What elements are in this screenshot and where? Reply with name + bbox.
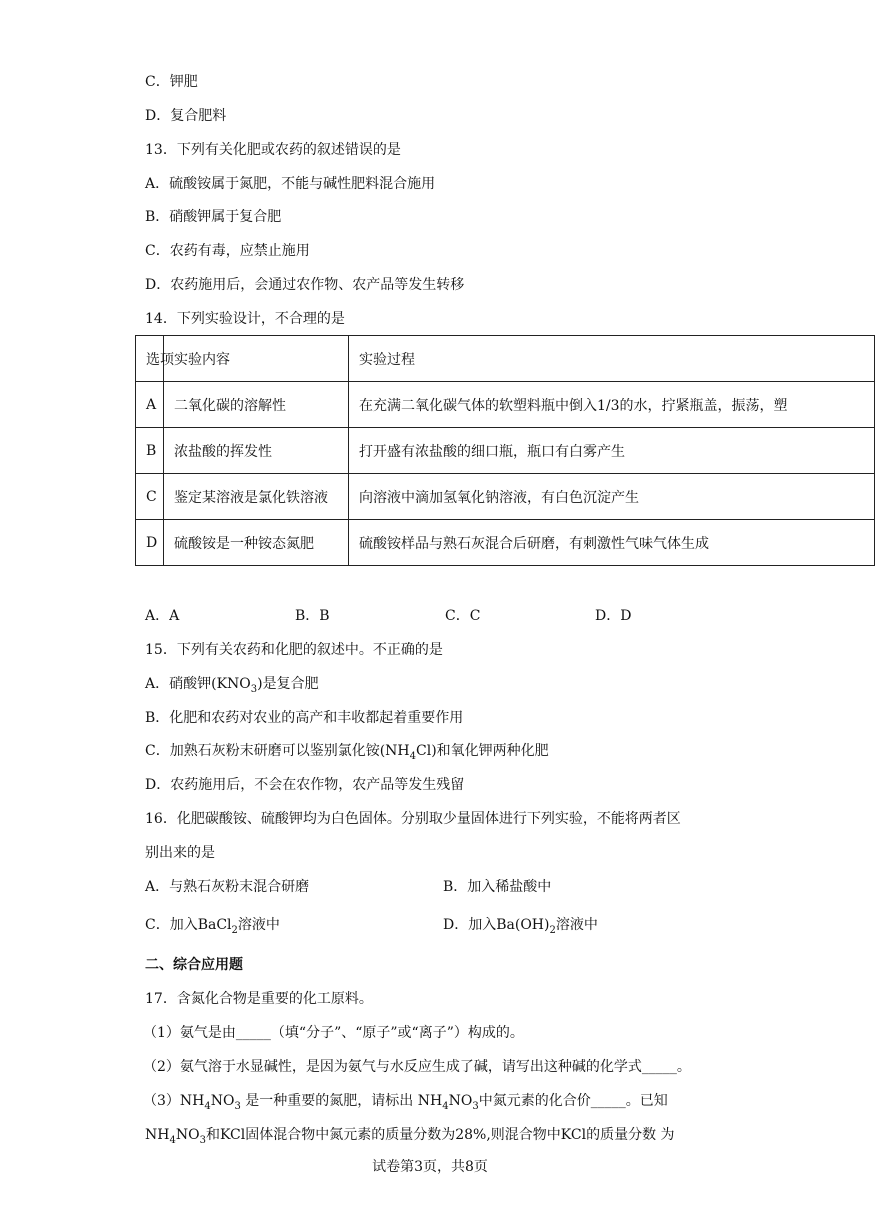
page-footer: 试卷第3页，共8页: [372, 1159, 488, 1175]
question-16-option-d: [443, 915, 598, 941]
question-13-option-d: D．农药施用后，会通过农作物、农产品等发生转移: [145, 277, 465, 293]
text-run: 中氮元素的化合价_____。已知: [478, 1093, 668, 1109]
text-run: C．加熟石灰粉末研磨可以鉴别氯化铵(NH: [145, 743, 410, 759]
table-row: [136, 428, 875, 474]
table-cell: 打开盛有浓盐酸的细口瓶，瓶口有白雾产生: [349, 428, 875, 474]
table-row: [136, 520, 875, 566]
question-16-option-c: [145, 915, 280, 941]
question-17-part-1: （1）氨气是由_____（填“分子”、“原子”或“离子”）构成的。: [143, 1025, 524, 1041]
question-17-stem: 17．含氮化合物是重要的化工原料。: [145, 991, 373, 1007]
text-run: NO: [175, 1127, 200, 1143]
table-header-row: [136, 336, 875, 382]
question-16-stem-line2: 别出来的是: [145, 845, 215, 861]
table-header-cell: 实验内容: [164, 336, 349, 382]
text-run: )是复合肥: [257, 676, 319, 692]
question-15-option-b: B．化肥和农药对农业的高产和丰收都起着重要作用: [145, 710, 464, 726]
table-cell: B: [136, 428, 164, 474]
table-cell: A: [136, 382, 164, 428]
question-13-stem: 13．下列有关化肥或农药的叙述错误的是: [145, 142, 401, 158]
table-row: [136, 474, 875, 520]
question-16-option-a: A．与熟石灰粉末混合研磨: [145, 879, 310, 895]
subscript: 4: [442, 1100, 449, 1112]
text-run: NH: [145, 1127, 170, 1143]
table-cell: 鉴定某溶液是氯化铁溶液: [164, 474, 349, 520]
table-cell: 硫酸铵样品与熟石灰混合后研磨，有刺激性气味气体生成: [349, 520, 875, 566]
question-17-part-3: [143, 1091, 668, 1117]
text-run: NO: [448, 1093, 473, 1109]
question-15-option-c: [145, 741, 549, 767]
subscript: 2: [549, 924, 556, 936]
text-run: A．硝酸钾(KNO: [145, 676, 251, 692]
table-cell: 在充满二氧化碳气体的软塑料瓶中倒入1/3的水，拧紧瓶盖，振荡，塑: [349, 382, 875, 428]
question-15-stem: 15．下列有关农药和化肥的叙述中。不正确的是: [145, 642, 443, 658]
table-header-cell: 实验过程: [349, 336, 875, 382]
text-run: 溶液中: [555, 917, 598, 933]
subscript: 2: [231, 924, 238, 936]
text-run: 溶液中: [237, 917, 280, 933]
question-13-option-a: A．硫酸铵属于氮肥，不能与碱性肥料混合施用: [145, 176, 436, 192]
question-14-stem: 14．下列实验设计，不合理的是: [145, 311, 345, 327]
table-cell: 二氧化碳的溶解性: [164, 382, 349, 428]
table-cell: 硫酸铵是一种铵态氮肥: [164, 520, 349, 566]
option-c-q12: C．钾肥: [145, 74, 198, 90]
table-cell: D: [136, 520, 164, 566]
question-13-option-b: B．硝酸钾属于复合肥: [145, 209, 282, 225]
table-row: [136, 382, 875, 428]
question-16-option-b: B．加入稀盐酸中: [443, 879, 552, 895]
subscript: 4: [169, 1134, 176, 1146]
text-run: Cl)和氧化钾两种化肥: [416, 743, 549, 759]
option-d-q12: D．复合肥料: [145, 108, 227, 124]
question-17-part-3-continued: [145, 1125, 675, 1151]
text-run: （3）NH: [143, 1093, 205, 1109]
experiment-table: [135, 335, 875, 566]
question-16-stem-line1: 16．化肥碳酸铵、硫酸钾均为白色固体。分别取少量固体进行下列实验，不能将两者区: [145, 811, 681, 827]
table-cell: 浓盐酸的挥发性: [164, 428, 349, 474]
table-header-cell: 选项: [136, 336, 164, 382]
subscript: 3: [472, 1100, 479, 1112]
question-14-option-a: A．A: [145, 608, 180, 624]
subscript: 3: [250, 683, 258, 695]
text-run: 是一种重要的氮肥，请标出 NH: [240, 1093, 443, 1109]
text-run: 和KCl固体混合物中氮元素的质量分数为28%,则混合物中KCl的质量分数 为: [205, 1127, 675, 1143]
section-title: 二、综合应用题: [145, 957, 243, 973]
subscript: 4: [204, 1100, 211, 1112]
question-15-option-d: D．农药施用后，不会在农作物，农产品等发生残留: [145, 777, 465, 793]
text-run: NO: [210, 1093, 235, 1109]
question-14-option-d: D．D: [595, 608, 632, 624]
question-17-part-2: （2）氨气溶于水显碱性，是因为氨气与水反应生成了碱，请写出这种碱的化学式_____。: [143, 1059, 691, 1075]
subscript: 3: [199, 1134, 206, 1146]
text-run: D．加入Ba(OH): [443, 917, 550, 933]
question-14-option-b: B．B: [295, 608, 330, 624]
subscript: 3: [234, 1100, 241, 1112]
question-13-option-c: C．农药有毒，应禁止施用: [145, 243, 310, 259]
question-14-option-c: C．C: [445, 608, 481, 624]
table-cell: C: [136, 474, 164, 520]
table-cell: 向溶液中滴加氢氧化钠溶液，有白色沉淀产生: [349, 474, 875, 520]
text-run: C．加入BaCl: [145, 917, 232, 933]
subscript: 4: [409, 750, 417, 762]
question-15-option-a: [145, 674, 319, 700]
